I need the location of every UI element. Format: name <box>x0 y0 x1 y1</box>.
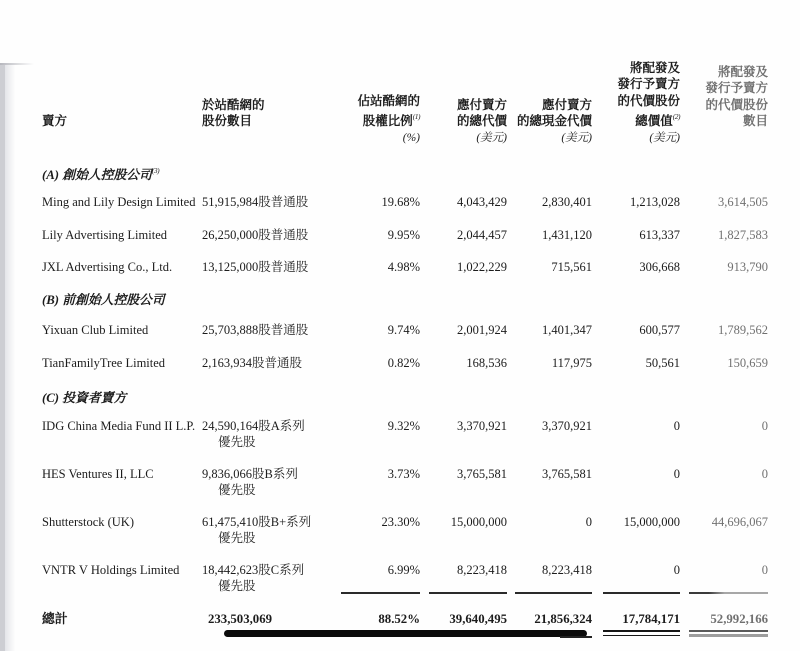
total-consideration: 2,044,457 <box>457 228 507 242</box>
consideration-share-count: 913,790 <box>727 260 768 274</box>
cash-consideration: 2,830,401 <box>542 195 592 209</box>
cash-consideration: 715,561 <box>551 260 592 274</box>
total-row <box>42 611 768 627</box>
header-percentage: 佔站酷網的 股權比例$^{(1)}$ (%) <box>357 93 420 144</box>
cash-consideration: 0 <box>585 515 592 529</box>
rule-line <box>689 592 768 594</box>
total-consideration: 8,223,418 <box>457 563 507 577</box>
cash-consideration: 1,401,347 <box>542 323 592 337</box>
equity-percentage: 3.73% <box>387 467 420 481</box>
total-share-count: 52,992,166 <box>710 612 768 626</box>
total-percentage: 88.52% <box>378 612 420 626</box>
total-consideration: 3,765,581 <box>457 467 507 481</box>
footnote-ref-2: (2) <box>672 112 680 122</box>
consideration-share-value: 0 <box>673 467 680 481</box>
consideration-share-value: 1,213,028 <box>630 195 680 209</box>
consideration-share-value: 600,577 <box>639 323 680 337</box>
shares-held: 13,125,000股普通股 <box>202 260 309 274</box>
double-rule <box>689 630 768 632</box>
page-left-gutter-shadow <box>5 65 15 651</box>
shares-held: 18,442,623股C系列 優先股 <box>202 563 305 593</box>
total-consideration: 4,043,429 <box>457 195 507 209</box>
footnote-ref-1: (1) <box>412 112 420 122</box>
total-underline-bar-tail <box>560 636 592 638</box>
total-underline-bar <box>224 630 587 637</box>
double-rule <box>689 634 768 637</box>
shares-held: 24,590,164股A系列 優先股 <box>202 419 305 449</box>
section-heading-b: (B) 前創始人控股公司 <box>42 293 165 307</box>
cash-consideration: 3,765,581 <box>542 467 592 481</box>
shares-held: 25,703,888股普通股 <box>202 323 309 337</box>
cash-consideration: 8,223,418 <box>542 563 592 577</box>
cash-consideration: 117,975 <box>551 356 592 370</box>
equity-percentage: 9.32% <box>387 419 420 433</box>
consideration-share-value: 0 <box>673 563 680 577</box>
header-cash-consideration: 應付賣方 的總現金代價 (美元) <box>516 97 592 144</box>
double-rule <box>603 635 680 637</box>
total-cash: 21,856,324 <box>534 612 592 626</box>
header-shares: 於站酷網的 股份數目 <box>202 97 265 129</box>
total-consideration: 1,022,229 <box>457 260 507 274</box>
section-heading-a: (A) 創始人控股公司$^{(3)}$ <box>42 166 160 182</box>
equity-percentage: 19.68% <box>381 195 420 209</box>
table-header-row <box>42 60 768 146</box>
consideration-share-count: 0 <box>761 419 768 433</box>
consideration-share-value: 613,337 <box>639 228 680 242</box>
seller-name: JXL Advertising Co., Ltd. <box>42 260 173 274</box>
table-row <box>42 562 768 594</box>
consideration-share-count: 1,789,562 <box>718 323 768 337</box>
equity-percentage: 0.82% <box>387 356 420 370</box>
header-share-count: 將配發及 發行予賣方 的代價股份 數目 <box>705 65 768 129</box>
cash-consideration: 1,431,120 <box>542 228 592 242</box>
equity-percentage: 9.95% <box>387 228 420 242</box>
seller-name: HES Ventures II, LLC <box>42 467 154 481</box>
rule-line <box>341 592 420 594</box>
consideration-share-count: 3,614,505 <box>718 195 768 209</box>
consideration-share-count: 0 <box>761 563 768 577</box>
seller-name: TianFamilyTree Limited <box>42 356 166 370</box>
seller-name: Lily Advertising Limited <box>42 228 167 242</box>
table-row <box>42 418 768 450</box>
header-seller: 賣方 <box>42 114 68 129</box>
total-consideration: 168,536 <box>466 356 507 370</box>
shares-held: 26,250,000股普通股 <box>202 228 309 242</box>
seller-name: IDG China Media Fund II L.P. <box>42 419 196 433</box>
equity-percentage: 9.74% <box>387 323 420 337</box>
total-consideration: 2,001,924 <box>457 323 507 337</box>
total-consideration: 39,640,495 <box>449 612 507 626</box>
rule-line <box>429 592 507 594</box>
shares-held: 2,163,934股普通股 <box>202 356 303 370</box>
section-heading-c: (C) 投資者賣方 <box>42 391 127 405</box>
table-row <box>42 355 768 371</box>
seller-name: Ming and Lily Design Limited <box>42 195 196 209</box>
total-label: 總計 <box>42 612 68 626</box>
total-top-rules <box>42 592 768 594</box>
table-row <box>42 466 768 498</box>
seller-name: VNTR V Holdings Limited <box>42 563 180 577</box>
consideration-share-value: 306,668 <box>639 260 680 274</box>
shares-held: 61,475,410股B+系列 優先股 <box>202 515 312 545</box>
total-shares: 233,503,069 <box>208 612 272 626</box>
cash-consideration: 3,370,921 <box>542 419 592 433</box>
shares-held: 9,836,066股B系列 優先股 <box>202 467 298 497</box>
consideration-share-count: 44,696,067 <box>711 515 768 529</box>
double-rule <box>603 630 680 632</box>
header-consideration: 應付賣方 的總代價 (美元) <box>456 97 507 144</box>
consideration-share-count: 0 <box>761 467 768 481</box>
footnote-ref-3: (3) <box>151 166 160 175</box>
table-row <box>42 194 768 210</box>
total-consideration: 15,000,000 <box>450 515 507 529</box>
equity-percentage: 4.98% <box>387 260 420 274</box>
table-row <box>42 227 768 243</box>
consideration-share-value: 15,000,000 <box>623 515 680 529</box>
total-share-value: 17,784,171 <box>622 612 680 626</box>
equity-percentage: 6.99% <box>387 563 420 577</box>
table-row <box>42 322 768 338</box>
table-row <box>42 514 768 546</box>
seller-name: Yixuan Club Limited <box>42 323 149 337</box>
consideration-share-count: 1,827,583 <box>718 228 768 242</box>
table-row <box>42 259 768 275</box>
equity-percentage: 23.30% <box>381 515 420 529</box>
consideration-share-value: 50,561 <box>645 356 680 370</box>
seller-name: Shutterstock (UK) <box>42 515 134 529</box>
rule-line <box>515 592 592 594</box>
consideration-share-value: 0 <box>673 419 680 433</box>
header-share-value: 將配發及 發行予賣方 的代價股份 總價值$^{(2)}$ (美元) <box>617 61 680 144</box>
rule-line <box>603 592 680 594</box>
total-consideration: 3,370,921 <box>457 419 507 433</box>
consideration-share-count: 150,659 <box>727 356 768 370</box>
shares-held: 51,915,984股普通股 <box>202 195 309 209</box>
